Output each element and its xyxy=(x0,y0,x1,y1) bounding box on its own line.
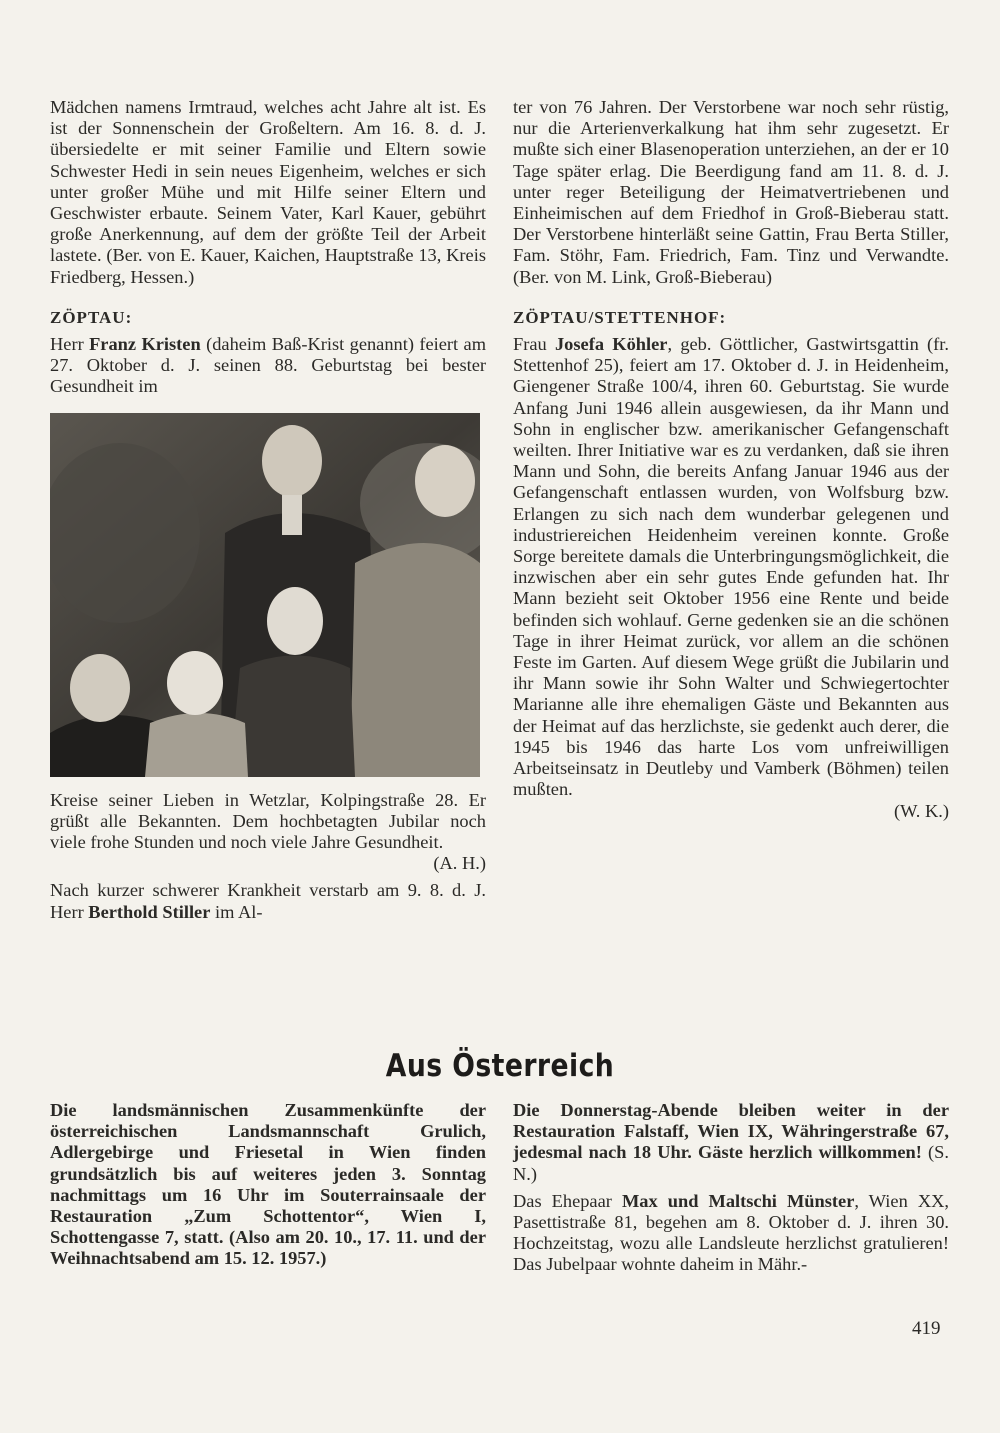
kristen-paragraph xyxy=(50,334,486,398)
koehler-signature: (W. K.) xyxy=(894,800,949,821)
kristen-signature: (A. H.) xyxy=(433,853,486,874)
kristen-post: (daheim Baß-Krist genannt) feiert am 27. Oktober d. J. seinen 88. Geburtstag bei bester Gesundheit im xyxy=(50,334,486,397)
stiller-paragraph xyxy=(50,880,486,922)
stettenhof-heading: ZÖPTAU/STETTENHOF: xyxy=(513,307,727,327)
stiller-post: im Al- xyxy=(210,901,263,922)
koehler-post: , geb. Göttlicher, Gastwirtsgattin (fr. Stettenhof 25), feiert am 17. Oktober d. J. in Heidenheim, Giengener Straße 100/4, ihren 60. Geburtstag. Sie wurde Anfang Juni 1946 allein ausgewiesen, da ihr Mann und Sohn in englischer bzw. amerikanischer Gefangenschaft weilten. Ihrer Initiative war es zu verdanken, daß sie ihren Mann und Sohn, die bereits Anfang Januar 1946 aus der Gefangenschaft entlassen wurden, von Wolfsburg bzw. Erlangen zu sich nach dem wunderbar gelegenen und industriereichen Heidenheim vereinen konnte. Große Sorge bereitete damals die Unterbringungsmöglichkeit, die inzwischen aber ein sehr gutes Ende gefunden hat. Ihr Mann bezieht seit Oktober 1956 eine Rente und beide befinden sich wohlauf. Gerne gedenken sie an die schönen Tage in ihrer Heimat zurück, vor allem an die schönen Feste im Garten. Auf diesem Wege grüßt die Jubilarin und ihr Mann sowie ihr Sohn Walter und Schwiegertochter Marianne alle ihre ehemaligen Gäste und Bekannten aus der Heimat auf das herzlichste, sie gedenkt auch derer, die 1945 bis 1946 das harte Los vom unfreiwilligen Arbeitseinsatz in Deutleby und Vamberk (Böhmen) teilen mußten. xyxy=(513,334,950,800)
kristen-name: Franz Kristen xyxy=(89,334,201,355)
koehler-paragraph xyxy=(513,334,949,800)
muenster-paragraph xyxy=(513,1191,949,1276)
austria-right-column xyxy=(513,1100,949,1276)
muenster-post: , Wien XX, Pasettistraße 81, begehen am 8. Oktober d. J. ihren 30. Hochzeitstag, wozu alle Landsleute herzlichst gratulieren! Das Jubelpaar wohnte daheim in Mähr.- xyxy=(513,1190,949,1275)
thursday-notice-sig: (S. N.) xyxy=(513,1142,949,1184)
right-column xyxy=(513,97,949,822)
kauer-report-text: Mädchen namens Irmtraud, welches acht Jahre alt ist. Es ist der Sonnenschein der Großeltern. Am 16. 8. d. J. übersiedelte er mit seiner Familie und Eltern sowie Schwester Hedi in sein neues Eigenheim, welches er sich unter großer Mühe und mit Hilfe seiner Eltern und Geschwister erbaute. Seinem Vater, Karl Kauer, gebührt große Anerkennung, auf dem der größte Teil der Arbeit lastete. (Ber. von E. Kauer, Kaichen, Hauptstraße 13, Kreis Friedberg, Hessen.) xyxy=(50,97,486,287)
stiller-pre: Nach kurzer schwerer Krankheit verstarb am 9. 8. d. J. Herr xyxy=(50,880,486,922)
family-photo xyxy=(50,413,480,777)
thursday-notice-bold: Die Donnerstag-Abende bleiben weiter in der Restauration Falstaff, Wien IX, Währingerstraße 67, jedesmal nach 18 Uhr. Gäste herzlich willkommen! xyxy=(513,1100,949,1163)
zoeptau-heading: ZÖPTAU: xyxy=(50,307,133,327)
kristen-pre: Herr xyxy=(50,334,90,355)
stiller-name: Berthold Stiller xyxy=(88,901,211,922)
page-number: 419 xyxy=(912,1318,941,1339)
koehler-pre: Frau xyxy=(513,334,555,355)
austria-left-column xyxy=(50,1100,486,1270)
koehler-name: Josefa Köhler xyxy=(554,334,668,355)
thursday-notice xyxy=(513,1100,949,1185)
meetings-notice: Die landsmännischen Zusammenkünfte der österreichischen Landsmannschaft Grulich, Adlergebirge und Friesetal in Wien finden grundsätzlich bis auf weiteres jeden 3. Sonntag nachmittags um 16 Uhr im Souterrainsaale der Restauration „Zum Schottentor“, Wien I, Schottengasse 7, statt. (Also am 20. 10., 17. 11. und der Weihnachtsabend am 15. 12. 1957.) xyxy=(50,1100,486,1269)
stiller-continuation: ter von 76 Jahren. Der Verstorbene war noch sehr rüstig, nur die Arterienverkalkung hat ihm sehr zugesetzt. Er mußte sich einer Blasenoperation unterziehen, an der er 10 Tage später erlag. Die Beerdigung fand am 11. 8. d. J. unter reger Beteiligung der Heimatvertriebenen und Einheimischen auf dem Friedhof in Groß-Bieberau statt. Der Verstorbene hinterläßt seine Gattin, Frau Berta Stiller, Fam. Stöhr, Fam. Friedrich, Fam. Tinz und Verwandte. (Ber. von M. Link, Groß-Bieberau) xyxy=(513,97,949,287)
muenster-pre: Das Ehepaar xyxy=(513,1190,622,1211)
muenster-name: Max und Maltschi Münster xyxy=(621,1190,855,1211)
left-column xyxy=(50,97,486,923)
kristen-continuation: Kreise seiner Lieben in Wetzlar, Kolpingstraße 28. Er grüßt alle Bekannten. Dem hochbetagten Jubilar noch viele frohe Stunden und noch viele Jahre Gesundheit. xyxy=(50,789,486,853)
section-title: Aus Österreich xyxy=(385,1048,615,1084)
